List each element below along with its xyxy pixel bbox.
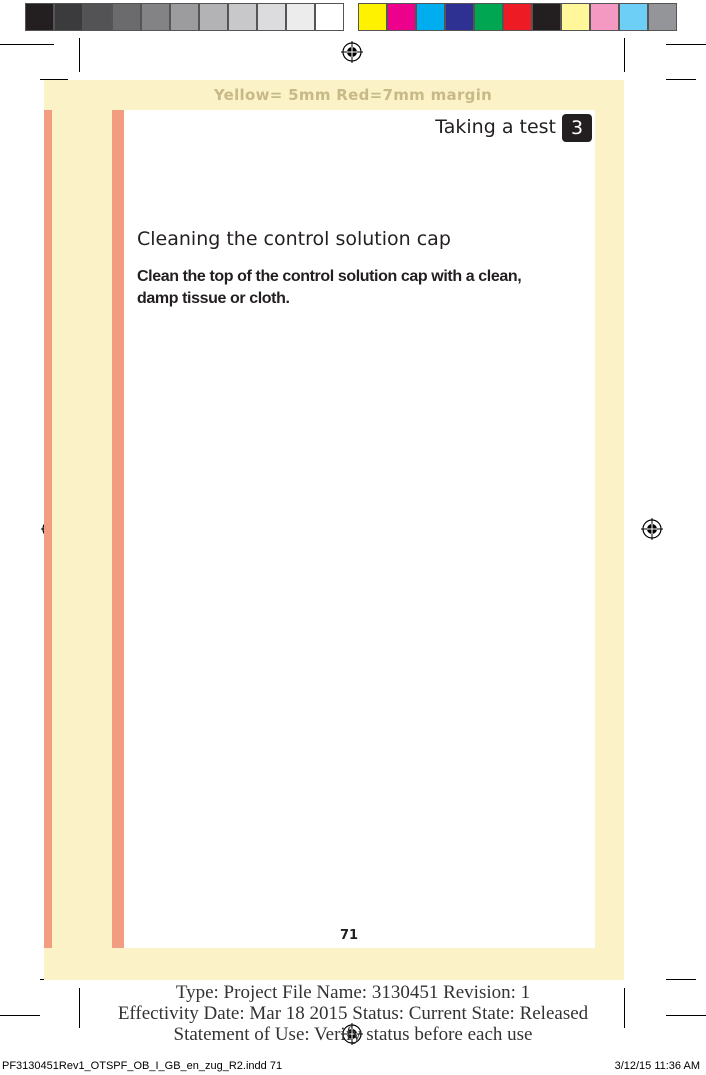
gray-swatch	[257, 3, 286, 31]
color-swatch	[590, 3, 619, 31]
status-line: Effectivity Date: Mar 18 2015 Status: Current State: Released	[117, 1003, 589, 1024]
slug-filename: PF3130451Rev1_OTSPF_OB_I_GB_en_zug_R2.indd 71	[2, 1060, 283, 1072]
gray-swatch	[83, 3, 112, 31]
color-swatch	[532, 3, 561, 31]
gray-swatch	[199, 3, 228, 31]
color-swatch	[503, 3, 532, 31]
gray-swatch	[112, 3, 141, 31]
margin-guide-strip	[112, 110, 124, 948]
color-swatch	[387, 3, 416, 31]
status-line: Type: Project File Name: 3130451 Revision: 1	[175, 982, 531, 1003]
page-heading: Cleaning the control solution cap	[137, 228, 451, 250]
gray-swatch	[315, 3, 344, 31]
status-line: Statement of Use: Verify status before each use	[173, 1024, 533, 1045]
color-swatch	[648, 3, 677, 31]
color-swatch	[561, 3, 590, 31]
instruction-line: damp tissue or cloth.	[137, 290, 290, 307]
margin-guide-strip	[44, 110, 52, 948]
slug-timestamp: 3/12/15 11:36 AM	[614, 1060, 700, 1072]
crop-mark	[624, 38, 625, 72]
gray-swatch	[25, 3, 54, 31]
gray-swatch	[170, 3, 199, 31]
crop-mark	[666, 44, 706, 45]
crop-mark	[79, 38, 80, 72]
gray-swatch	[228, 3, 257, 31]
crop-mark	[0, 44, 54, 45]
instruction-text	[137, 266, 567, 310]
chapter-badge: 3	[562, 114, 592, 142]
gray-swatch	[54, 3, 83, 31]
section-title: Taking a test	[435, 116, 556, 138]
registration-mark-icon	[641, 518, 663, 540]
color-swatch	[474, 3, 503, 31]
page-number: 71	[340, 928, 359, 943]
crop-mark	[666, 79, 696, 80]
color-swatch	[358, 3, 387, 31]
gray-swatch	[286, 3, 315, 31]
color-swatch	[445, 3, 474, 31]
margin-note: Yellow= 5mm Red=7mm margin	[213, 86, 493, 104]
gray-swatch	[141, 3, 170, 31]
instruction-line: Clean the top of the control solution cap with a clean,	[137, 268, 522, 285]
color-swatch	[619, 3, 648, 31]
registration-mark-icon	[341, 41, 363, 63]
crop-mark	[666, 979, 696, 980]
color-swatch	[416, 3, 445, 31]
